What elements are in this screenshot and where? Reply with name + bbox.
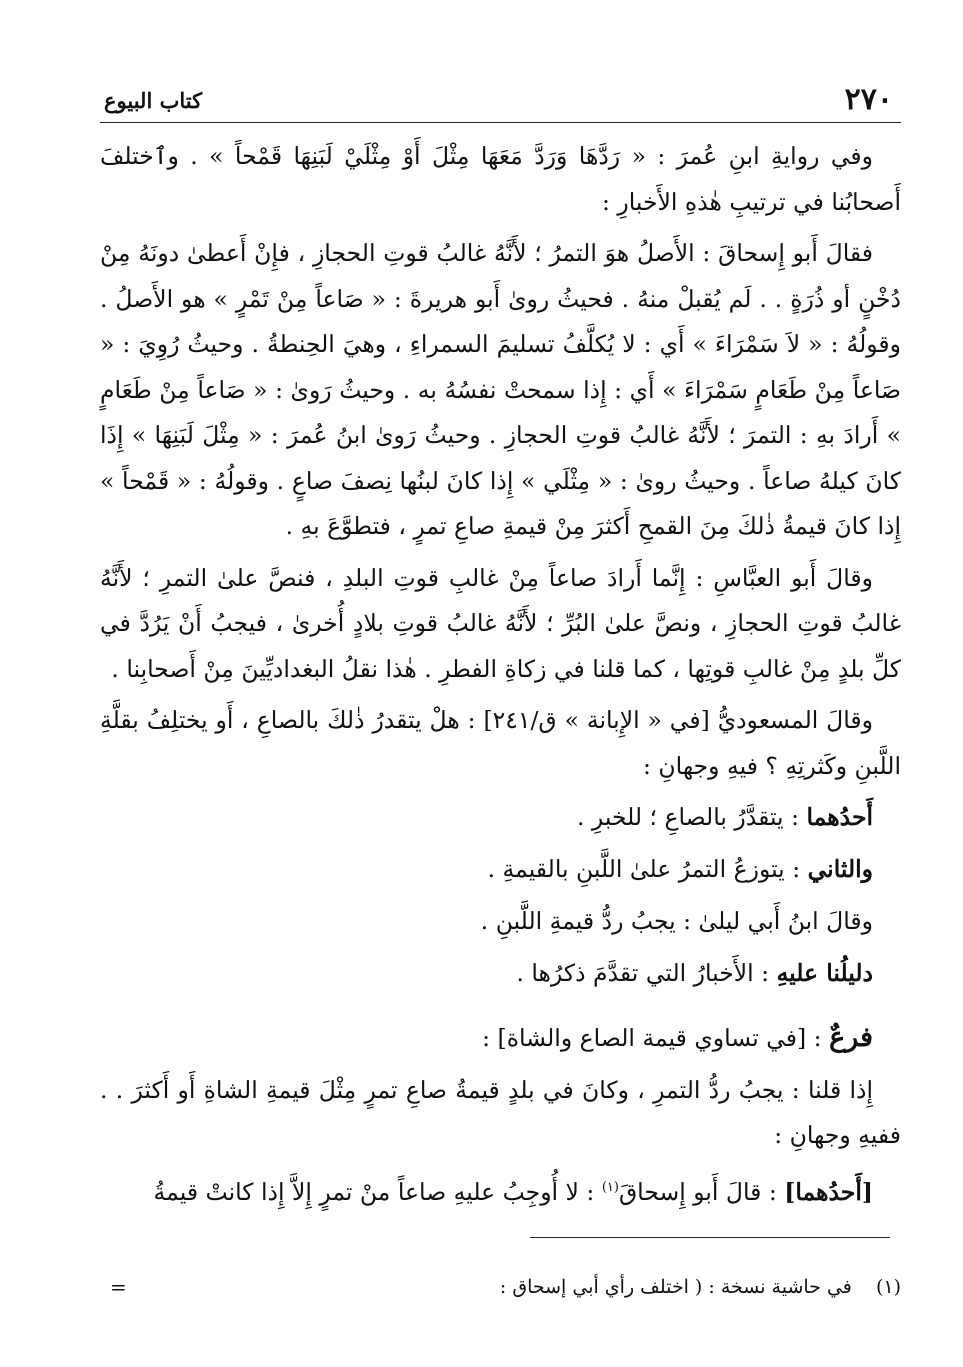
paragraph-abu-al-abbas-opinion: وقالَ أَبو العبَّاسِ : إِنَّما أَرادَ صاعاً مِنْ غالبِ قوتِ البلدِ ، فنصَّ علىٰ التمرِ ؛ لأَنَّهُ غالبُ قوتِ الحجازِ ، ونصَّ علىٰ البُرِّ ؛ لأَنَّهُ غالبُ قوتِ بلادٍ أُخرىٰ ، فيجبُ أَنْ يَرُدَّ في كلِّ بلدٍ مِنْ غالبِ قوتِها ، كما قلنا في زكاةِ الفطرِ . هٰذا نقلُ البغداديِّينَ مِنْ أَصحابِنا . xyxy=(100,563,901,683)
paragraph-label: [أَحدُهما] xyxy=(784,1177,873,1206)
paragraph-text: : لا أُوجِبُ عليهِ صاعاً منْ تمرٍ إِلاَّ إِذا كانتْ قيمةُ xyxy=(153,1177,602,1206)
footnote-continuation-mark: = xyxy=(110,1275,127,1299)
page-number: ٢٧٠ xyxy=(844,82,893,117)
list-item-first-view xyxy=(100,791,901,843)
item-label: دليلُنا عليهِ xyxy=(776,959,873,987)
branch-heading xyxy=(100,1015,901,1062)
item-label: أَحدُهما xyxy=(806,803,873,831)
paragraph-al-masudi-opinion: وقالَ المسعوديُّ [في « الإِبانة » ق/٢٤١] : هلْ يتقدرُ ذٰلكَ بالصاعِ ، أَو يختلِفُ بقلَّةِ اللَّبنِ وكَثرتِهِ ؟ فيهِ وجهانِ : xyxy=(100,706,901,780)
page-header xyxy=(100,82,901,123)
main-text xyxy=(100,134,901,1221)
item-text: : يتوزعُ التمرُ علىٰ اللَّبنِ بالقيمةِ . xyxy=(487,855,808,883)
branch-text: : [في تساوي قيمة الصاع والشاة] : xyxy=(482,1024,830,1052)
footnote xyxy=(100,1272,901,1302)
item-label: والثاني xyxy=(807,855,873,883)
paragraph-first-of-two xyxy=(100,1165,901,1215)
list-item-ibn-abi-layla xyxy=(100,895,901,947)
paragraph-abu-ishaq-opinion: فقالَ أَبو إِسحاقَ : الأَصلُ هوَ التمرُ ؛ لأَنَّهُ غالبُ قوتِ الحجازِ ، فإِنْ أَعطىٰ دونَهُ مِنْ دُخْنٍ أو ذُرَةٍ . . لَم يُقبلْ منهُ . فحيثُ روىٰ أَبو هريرةَ : « صَاعاً مِنْ تَمْرٍ » هو الأَصلُ . وقولُهُ : « لاَ سَمْرَاءَ » أَي : لا يُكلَّفُ تسليمَ السمراءِ ، وهيَ الحِنطةُ . وحيثُ رُوِيَ : « صَاعاً مِنْ طَعَامٍ سَمْرَاءَ » أَي : إِذا سمحتْ نفسُهُ به . وحيثُ رَوىٰ : « صَاعاً مِنْ طَعَامٍ » أَرادَ بهِ : التمرَ ؛ لأَنَّهُ غالبُ قوتِ الحجازِ . وحيثُ رَوىٰ ابنُ عُمرَ : « مِثْلَ لَبَنِهَا » إِذَا كانَ كيلهُ صاعاً . وحيثُ روىٰ : « مِثْلَي » إِذا كانَ لبنُها نِصفَ صاعٍ . وقولُهُ : « قَمْحاً » إِذا كانَ قيمةُ ذٰلكَ مِنَ القمحِ أَكثرَ مِنْ قيمةِ صاعِ تمرٍ ، فتطوَّعَ بهِ . xyxy=(100,239,901,540)
list-item-second-view xyxy=(100,843,901,895)
paragraph-ibn-umar-narration: وفي روايةِ ابنِ عُمرَ : « رَدَّهَا وَرَدَّ مَعَهَا مِثْلَ أَوْ مِثْلَيْ لَبَنِهَا قَمْحاً » . وٱختلفَ أَصحابُنا في ترتيبِ هٰذهِ الأَخبارِ : xyxy=(100,142,901,216)
running-title: كتاب البيوع xyxy=(104,88,203,113)
item-text: : الأَخبارُ التي تقدَّمَ ذكرُها . xyxy=(516,959,777,987)
item-text: وقالَ ابنُ أَبي ليلىٰ : يجبُ ردُّ قيمةِ اللَّبنِ . xyxy=(480,907,873,935)
paragraph-if-we-say: إِذا قلنا : يجبُ ردُّ التمرِ ، وكانَ في بلدٍ قيمةُ صاعِ تمرٍ مِثْلَ قيمةِ الشاةِ أَو أَكثرَ . . ففيهِ وجهانِ : xyxy=(100,1075,901,1149)
branch-label: فرعٌ xyxy=(829,1022,873,1053)
footnote-divider xyxy=(530,1237,890,1238)
footnote-number: (١) xyxy=(875,1276,901,1298)
list-item-our-evidence xyxy=(100,947,901,999)
footnote-reference[interactable]: (١) xyxy=(601,1179,619,1195)
item-text: : يتقدَّرُ بالصاعِ ؛ للخبرِ . xyxy=(576,803,807,831)
paragraph-text: : قالَ أَبو إِسحاقَ xyxy=(618,1177,785,1206)
footnote-text: في حاشية نسخة : ( اختلف رأي أبي إسحاق : xyxy=(499,1276,852,1298)
